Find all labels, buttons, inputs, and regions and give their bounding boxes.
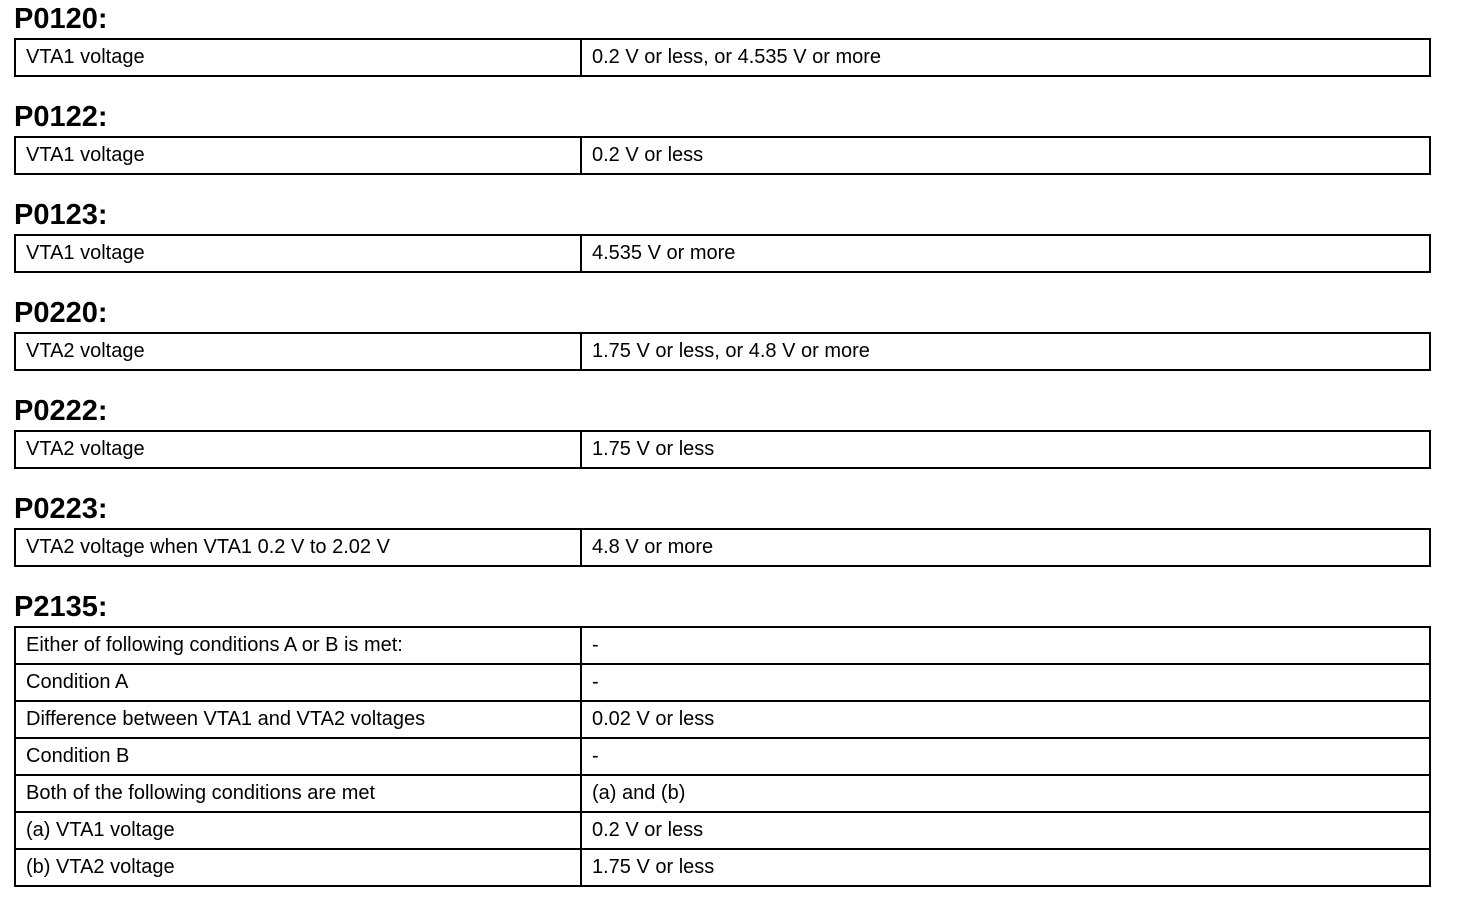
dtc-code-heading: P0222: <box>14 395 108 427</box>
table-row <box>15 849 1430 886</box>
table-row <box>15 431 1430 468</box>
condition-item-cell: VTA1 voltage <box>15 39 581 76</box>
condition-item-cell: VTA2 voltage <box>15 431 581 468</box>
dtc-condition-table <box>14 626 1431 887</box>
condition-item-cell: Condition B <box>15 738 581 775</box>
dtc-section-p2135 <box>14 588 1431 887</box>
dtc-section-p0120 <box>14 0 1431 98</box>
condition-value-cell: 0.2 V or less <box>581 137 1430 174</box>
table-row <box>15 627 1430 664</box>
condition-value-cell: 1.75 V or less <box>581 431 1430 468</box>
table-row <box>15 333 1430 370</box>
dtc-condition-table <box>14 528 1431 567</box>
dtc-condition-table <box>14 136 1431 175</box>
condition-value-cell: 1.75 V or less <box>581 849 1430 886</box>
table-row <box>15 775 1430 812</box>
dtc-code-heading: P0123: <box>14 199 108 231</box>
condition-item-cell: VTA2 voltage <box>15 333 581 370</box>
condition-value-cell: 0.2 V or less <box>581 812 1430 849</box>
condition-item-cell: Either of following conditions A or B is met: <box>15 627 581 664</box>
condition-value-cell: - <box>581 627 1430 664</box>
table-row <box>15 812 1430 849</box>
dtc-code-heading: P0220: <box>14 297 108 329</box>
condition-value-cell: (a) and (b) <box>581 775 1430 812</box>
dtc-code-heading: P2135: <box>14 591 108 623</box>
condition-value-cell: 4.8 V or more <box>581 529 1430 566</box>
condition-item-cell: (a) VTA1 voltage <box>15 812 581 849</box>
condition-value-cell: - <box>581 738 1430 775</box>
table-row <box>15 701 1430 738</box>
table-row <box>15 664 1430 701</box>
dtc-section-p0220 <box>14 294 1431 392</box>
table-row <box>15 137 1430 174</box>
dtc-section-p0223 <box>14 490 1431 588</box>
dtc-condition-table <box>14 38 1431 77</box>
table-row <box>15 738 1430 775</box>
dtc-code-heading: P0223: <box>14 493 108 525</box>
dtc-threshold-document <box>14 0 1431 887</box>
condition-value-cell: 4.535 V or more <box>581 235 1430 272</box>
dtc-condition-table <box>14 234 1431 273</box>
condition-item-cell: Condition A <box>15 664 581 701</box>
condition-value-cell: 0.02 V or less <box>581 701 1430 738</box>
condition-item-cell: VTA1 voltage <box>15 235 581 272</box>
dtc-code-heading: P0122: <box>14 101 108 133</box>
condition-item-cell: VTA1 voltage <box>15 137 581 174</box>
condition-value-cell: 1.75 V or less, or 4.8 V or more <box>581 333 1430 370</box>
table-row <box>15 529 1430 566</box>
condition-value-cell: - <box>581 664 1430 701</box>
condition-item-cell: Difference between VTA1 and VTA2 voltages <box>15 701 581 738</box>
table-row <box>15 235 1430 272</box>
condition-item-cell: VTA2 voltage when VTA1 0.2 V to 2.02 V <box>15 529 581 566</box>
table-row <box>15 39 1430 76</box>
dtc-section-p0122 <box>14 98 1431 196</box>
condition-item-cell: (b) VTA2 voltage <box>15 849 581 886</box>
dtc-code-heading: P0120: <box>14 3 108 35</box>
condition-value-cell: 0.2 V or less, or 4.535 V or more <box>581 39 1430 76</box>
dtc-section-p0123 <box>14 196 1431 294</box>
condition-item-cell: Both of the following conditions are met <box>15 775 581 812</box>
dtc-condition-table <box>14 430 1431 469</box>
dtc-condition-table <box>14 332 1431 371</box>
dtc-section-p0222 <box>14 392 1431 490</box>
